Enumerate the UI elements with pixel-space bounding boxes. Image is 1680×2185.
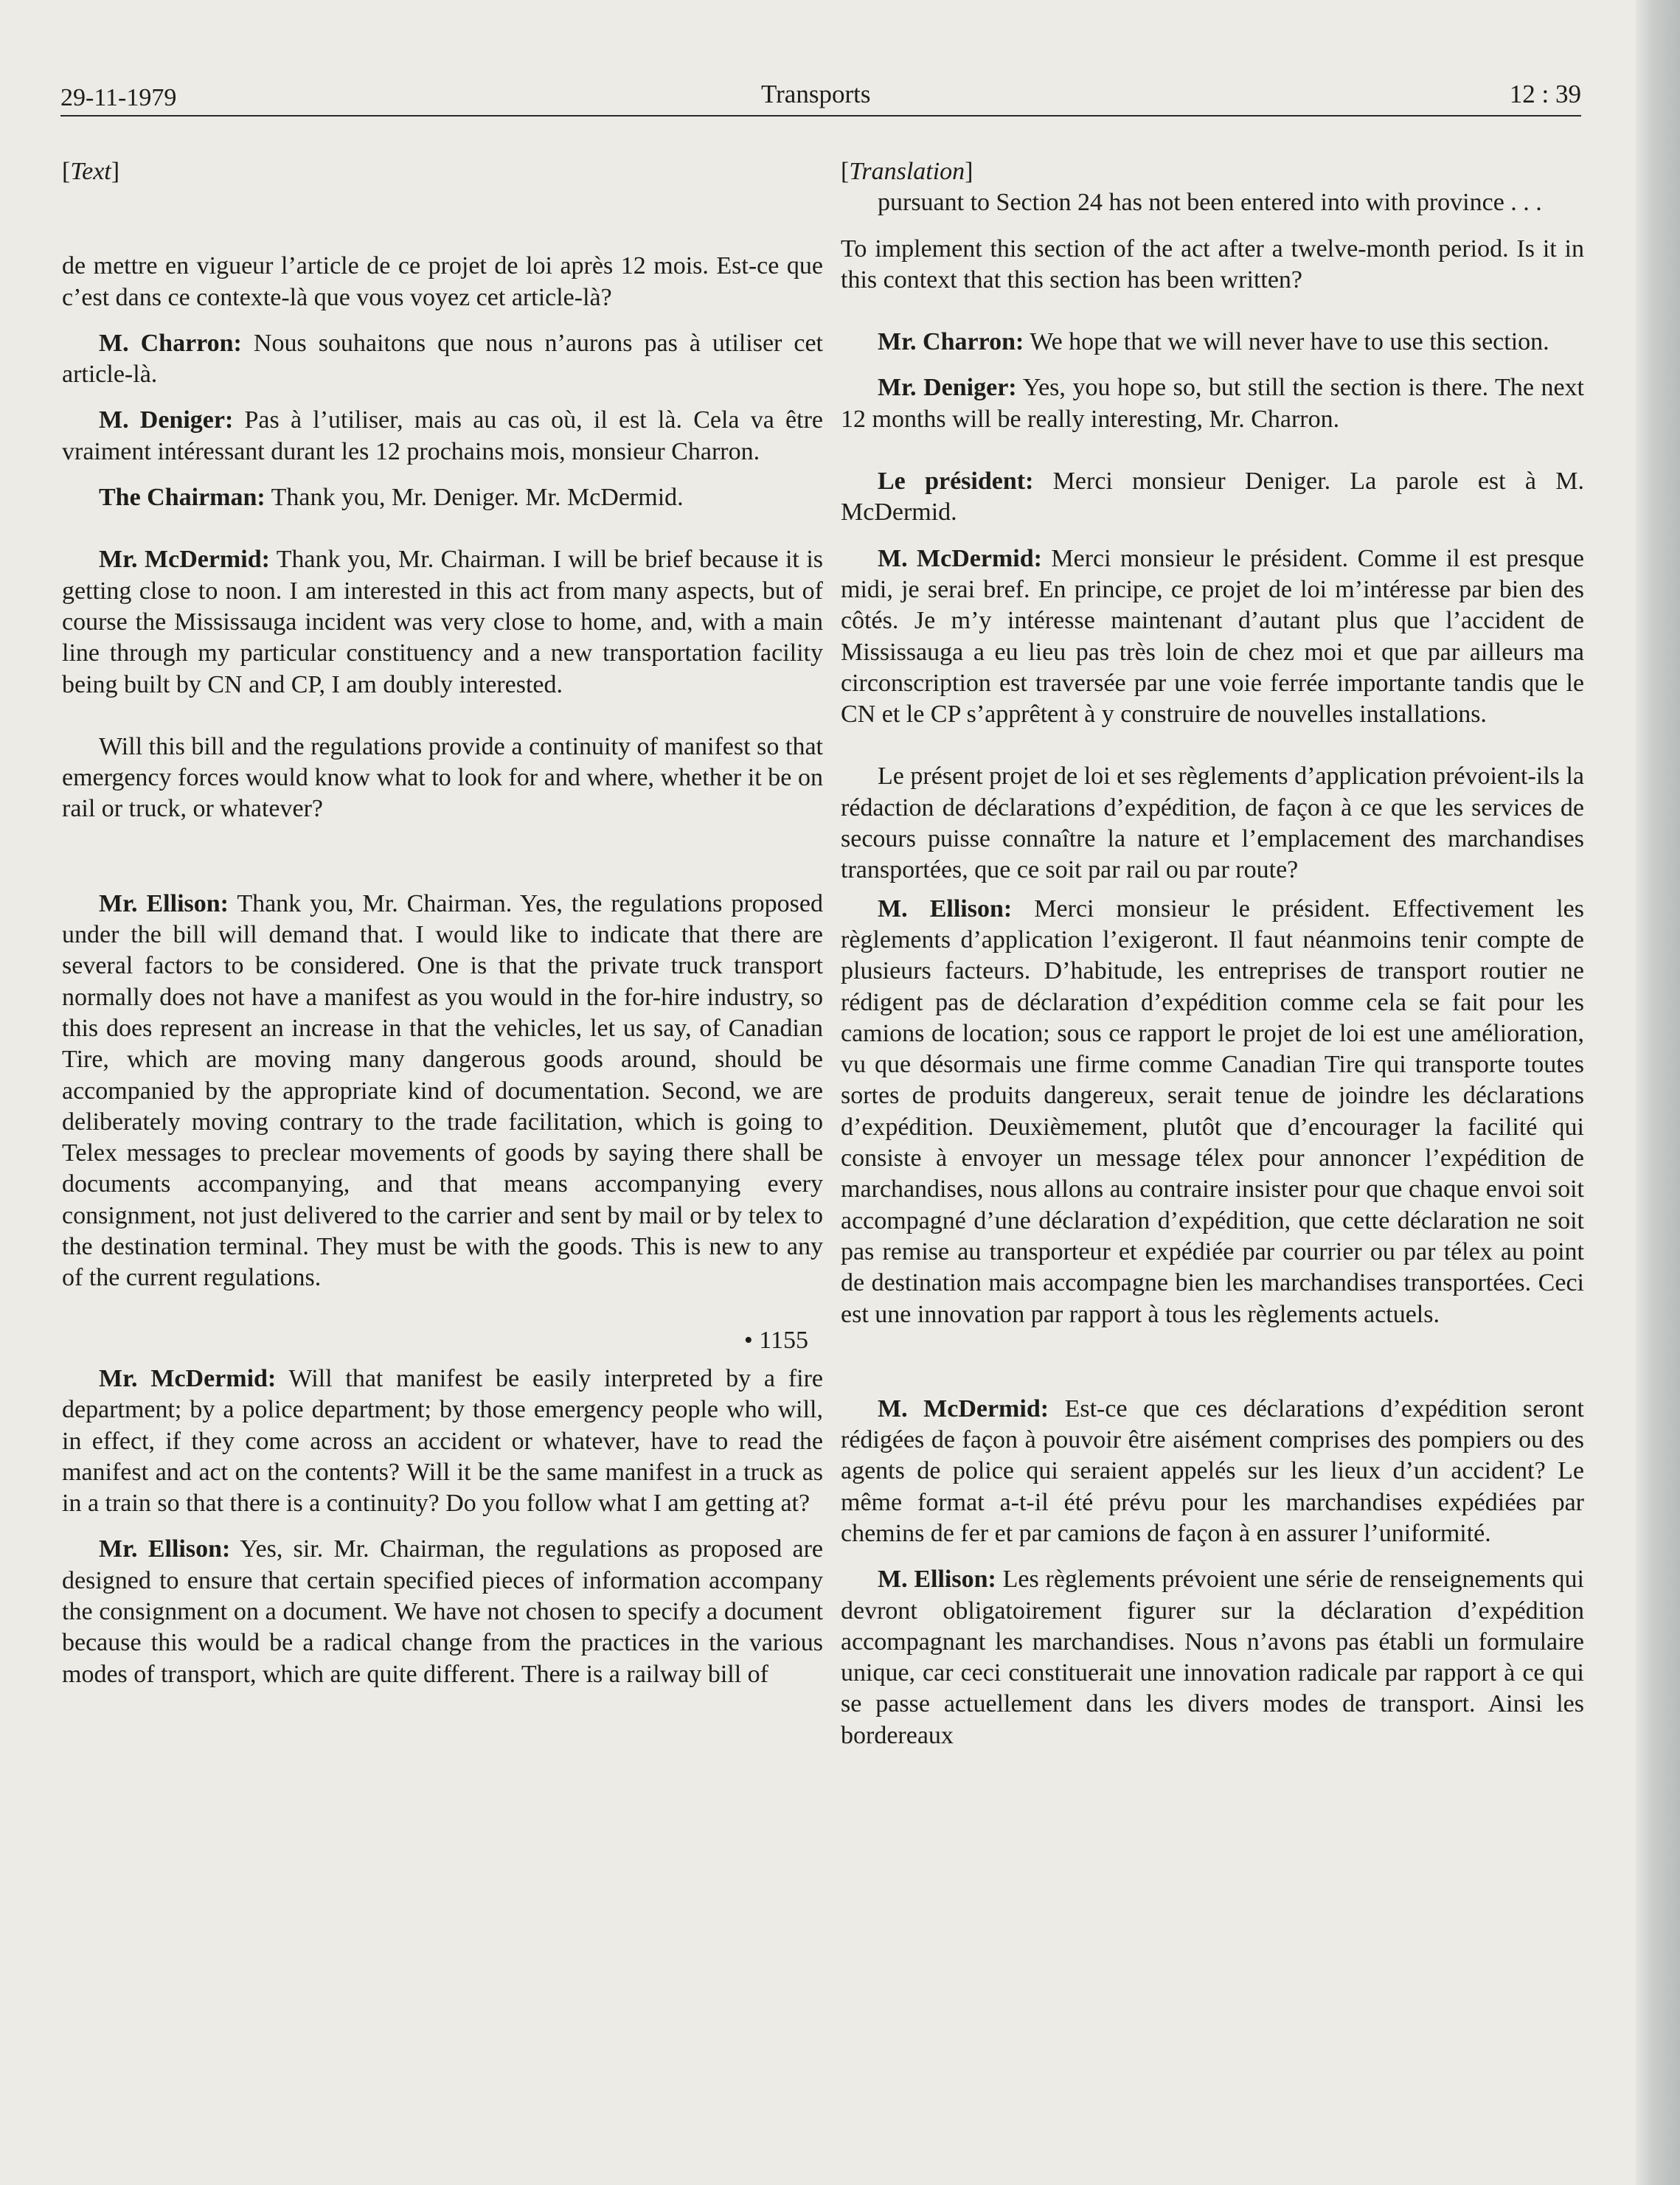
speaker-name: Mr. Deniger:	[878, 374, 1017, 402]
left-paragraph	[62, 482, 823, 513]
speaker-name: Mr. Charron:	[878, 328, 1024, 356]
time-marker: • 1155	[743, 1326, 808, 1354]
left-column-text	[62, 156, 823, 1690]
header-page-number: 12 : 39	[1509, 80, 1581, 108]
left-paragraph	[62, 405, 823, 468]
left-paragraph	[62, 328, 823, 391]
right-paragraph	[841, 466, 1584, 529]
speaker-name: M. Deniger:	[99, 406, 234, 434]
speech-text: Yes, you hope so, but still the section is there. The next 12 months will be really interesting, Mr. Charron.	[841, 374, 1584, 433]
right-tag-label: Translation	[849, 158, 965, 185]
speaker-name: Mr. McDermid:	[99, 546, 270, 574]
left-tag-label: Text	[70, 158, 111, 185]
right-paragraph	[841, 894, 1584, 1330]
speaker-name: M. Ellison:	[878, 895, 1013, 923]
header-title: Transports	[761, 80, 871, 108]
speaker-name: The Chairman:	[99, 484, 265, 512]
right-column-text	[841, 156, 1584, 1751]
speech-text: Thank you, Mr. Chairman. Yes, the regulations proposed under the bill will demand that. I would like to indicate that there are several factors to be considered. One is that the private truck transport normally does not have a manifest as you would in the for-hire industry, so this does represent an increase in that the vehicles, let us say, of Canadian Tire, which are moving many dangerous goods around, should be accompanied by the appropriate kind of documentation. Second, we are deliberately moving contrary to the trade facilitation, which is going to Telex messages to preclear movements of goods by saying there shall be documents accompanying, and that means accompanying every consignment, not just delivered to the carrier and sent by mail or by telex to the destination terminal. They must be with the goods. This is new to any of the current regulations.	[62, 889, 823, 1292]
left-paragraph	[62, 1364, 823, 1519]
right-paragraph: pursuant to Section 24 has not been entered into with province . . .	[878, 189, 1542, 217]
speaker-name: Mr. Ellison:	[99, 1535, 231, 1563]
left-paragraph: Will this bill and the regulations provide a continuity of manifest so that emergency forces would know what to look for and where, whether it be on rail or truck, or whatever?	[62, 732, 823, 823]
book-spine-shadow	[1636, 0, 1680, 2185]
right-paragraph	[841, 1564, 1584, 1751]
speech-text: Will that manifest be easily interpreted by a fire department; by a police department; by those emergency people who will, in effect, if they come across an accident or whatever, have to read the manifest and act on the contents? Will it be the same manifest in a truck as in a train so that there is a continuity? Do you follow what I am getting at?	[62, 1364, 824, 1518]
speaker-name: M. Charron:	[99, 329, 242, 357]
right-paragraph	[841, 1394, 1584, 1549]
right-paragraph: To implement this section of the act after a twelve-month period. Is it in this context that this section has been written?	[841, 235, 1584, 293]
speech-text: Merci monsieur le président. Effectivement les règlements d’application l’exigeront. Il faut néanmoins tenir compte de plusieurs facteurs. D’habitude, les entreprises de transport routier ne rédigent pas de déclaration d’expédition comme cela se fait pour les camions de location; sous ce rapport le projet de loi est une amélioration, vu que désormais une firme comme Canadian Tire qui transporte toutes sortes de produits dangereux, serait tenue de joindre les déclarations d’expédition. Deuxièmement, plutôt que d’encourager la facilité qui consiste à envoyer un message télex pour annoncer l’expédition de marchandises, nous allons au contraire insister pour que chaque envoi soit accompagné d’une déclaration d’expédition, que cette déclaration ne soit pas remise au transporteur et expédiée par courrier ou par télex au point de destination mais accompagne bien les marchandises transportées. Ceci est une innovation par rapport à tous les règlements actuels.	[841, 895, 1584, 1328]
right-column-tag: [Translation]	[841, 158, 973, 185]
speaker-name: Mr. McDermid:	[99, 1364, 277, 1392]
speaker-name: M. Ellison:	[878, 1566, 996, 1594]
speaker-name: Mr. Ellison:	[99, 889, 229, 917]
speaker-name: M. McDermid:	[878, 1394, 1049, 1422]
right-paragraph	[841, 543, 1584, 731]
left-paragraph: de mettre en vigueur l’article de ce projet de loi après 12 mois. Est-ce que c’est dans ce contexte-là que vous voyez cet article-là?	[62, 252, 823, 311]
speaker-name: Le président:	[878, 468, 1034, 496]
left-paragraph	[62, 889, 823, 1294]
speech-text: Les règlements prévoient une série de renseignements qui devront obligatoirement figurer sur la déclaration d’expédition accompagnant les marchandises. Nous n’avons pas établi un formulaire unique, car ceci constituerait une innovation radicale par rapport à ce qui se passe actuellement dans les divers modes de transport. Ainsi les bordereaux	[841, 1566, 1585, 1749]
speech-text: We hope that we will never have to use this section.	[1024, 328, 1549, 356]
speech-text: Merci monsieur Deniger. La parole est à M. McDermid.	[841, 468, 1584, 527]
page-header	[60, 80, 1581, 117]
speech-text: Nous souhaitons que nous n’aurons pas à utiliser cet article-là.	[62, 329, 823, 389]
header-date: 29-11-1979	[60, 84, 177, 111]
speech-text: Pas à l’utiliser, mais au cas où, il est là. Cela va être vraiment intéressant durant les 12 prochains mois, monsieur Charron.	[62, 406, 823, 465]
right-paragraph	[841, 327, 1584, 358]
speech-text: Est-ce que ces déclarations d’expédition seront rédigées de façon à pouvoir être aisément comprises des pompiers ou des agents de police qui seraient appelés sur les lieux d’un accident? Le même format a-t-il été prévu pour les marchandises expédiées par chemins de fer et par camions de façon à en assurer l’uniformité.	[841, 1394, 1584, 1547]
right-paragraph	[841, 372, 1584, 435]
right-paragraph: Le présent projet de loi et ses règlements d’application prévoient-ils la rédaction de déclarations d’expédition, de façon à ce que les services de secours puisse connaître la nature et l’emplacement des marchandises transportées, que ce soit par rail ou par route?	[841, 763, 1584, 884]
left-paragraph	[62, 544, 823, 700]
left-paragraph	[62, 1534, 823, 1689]
speech-text: Merci monsieur le président. Comme il est presque midi, je serai bref. En principe, ce projet de loi m’intéresse par bien des côtés. Je m’y intéresse maintenant d’autant plus que l’accident de Mississauga a eu lieu pas très loin de chez moi et que par ailleurs ma circonscription est traversée par une voie ferrée importante tandis que le CN et le CP s’apprêtent à y construire de nouvelles installations.	[841, 544, 1584, 729]
speech-text: Yes, sir. Mr. Chairman, the regulations as proposed are designed to ensure that certain specified pieces of information accompany the consignment on a document. We have not chosen to specify a document because this would be a radical change from the practices in the various modes of transport, which are quite different. There is a railway bill of	[62, 1535, 824, 1688]
speaker-name: M. McDermid:	[878, 544, 1042, 572]
speech-text: Thank you, Mr. Deniger. Mr. McDermid.	[265, 484, 684, 512]
speech-text: Thank you, Mr. Chairman. I will be brief because it is getting close to noon. I am interested in this act from many aspects, but of course the Mississauga incident was very close to home, and, with a main line through my particular constituency and a new transportation facility being built by CN and CP, I am doubly interested.	[62, 546, 823, 698]
left-column-tag: [Text]	[62, 158, 120, 185]
